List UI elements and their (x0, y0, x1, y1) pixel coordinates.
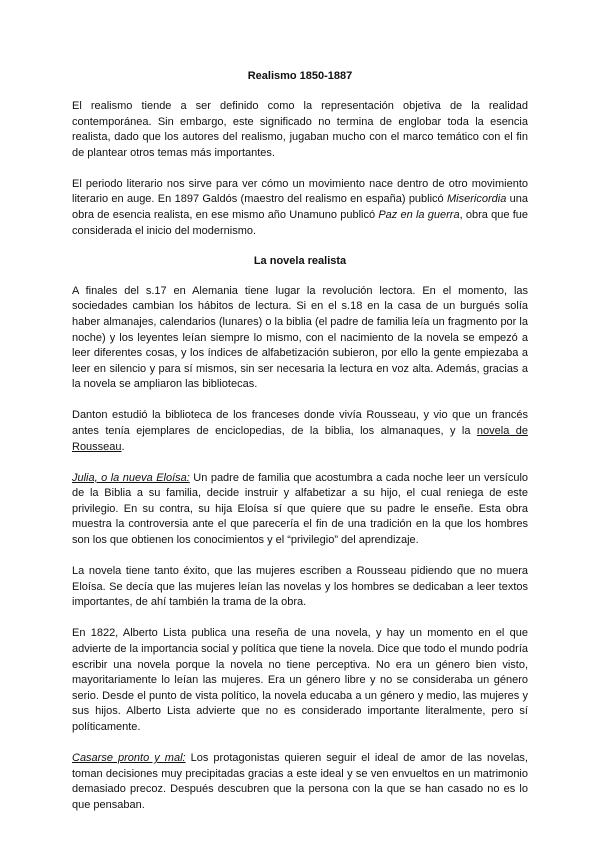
text: . (121, 440, 125, 453)
paragraph-success: La novela tiene tanto éxito, que las mujeres escriben a Rousseau pidiendo que no muera Eloísa. Se decía que las mujeres leían las novelas y los hombres se dedicaban a leer textos importantes, de ahí también la trama de la obra. (72, 565, 528, 609)
book-title-julia: Julia, o la nueva Eloísa: (72, 471, 190, 484)
text: una obra de esencia realista, en ese mismo año Unamuno publicó (72, 193, 528, 222)
text: , obra que fue considerada el inicio del modernismo. (72, 209, 529, 237)
book-title-paz-en-la-guerra: Paz en la guerra (378, 209, 460, 222)
book-title-misericordia: Misericordia (447, 193, 507, 206)
paragraph-danton (72, 408, 528, 455)
paragraph-literary-period (72, 177, 528, 239)
paragraph-reading-revolution: A finales del s.17 en Alemania tiene lugar la revolución lectora. En el momento, las sociedades cambian los hábitos de lectura. Si en el s.18 en la casa de un burgués solía haber almanajes, calendarios (lunares) o la biblia (el padre de familia leía un fragmento por la noche) y los leyentes leían siempre lo mismo, con el nacimiento de la novela se empezó a leer diferentes cosas, y los índices de alfabetización subieron, por ello la gente empiezaba a leer en silencio y para sí mismos, sin ser necesaria la lectura en voz alta. Además, gracias a la novela se ampliaron las bibliotecas. (72, 284, 528, 391)
section-title: La novela realista (253, 254, 347, 267)
text: Danton estudió la biblioteca de los franceses donde vivía Rousseau, y vio que un francés antes tenía ejemplares de enciclopedias, de la biblia, los almanaques, y la (72, 409, 528, 437)
paragraph-alberto-lista: En 1822, Alberto Lista publica una reseña de una novela, y hay un momento en el que advierte de la importancia social y política que tiene la novela. Dice que todo el mundo podría escribir una novela porque la novela no tiene perceptiva. No era un género bien visto, mayoritariamente lo leían las mujeres. Era un género libre y no se consideraba un género serio. Desde el punto de vista político, la novela educaba a un género y medio, las mujeres y sus hijos. Alberto Lista advierte que no es considerado importante literalmente, pero sí políticamente. (72, 627, 528, 733)
underlined-novela-de-rousseau: novela de Rousseau (72, 425, 528, 453)
paragraph-realism-definition: El realismo tiende a ser definido como la representación objetiva de la realidad contemporánea. Sin embargo, este significado no termina de englobar toda la esencia realista, dado que los autores del realismo, jugaban mucho con el marco temático con el fin de plantear otros temas más importantes. (72, 100, 528, 159)
text: El periodo literario nos sirve para ver cómo un movimiento nace dentro de otro movimiento literario en auge. En 1897 Galdós (maestro del realismo en españa) publicó (72, 177, 528, 206)
paragraph-julia (72, 471, 528, 549)
document-body (72, 70, 528, 829)
paragraph-casarse (72, 751, 528, 813)
book-title-casarse-pronto-y-mal: Casarse pronto y mal: (72, 752, 186, 765)
text: Los protagonistas quieren seguir el ideal de amor de las novelas, toman decisiones muy precipitadas gracias a este ideal y se ven envueltos en un matrimonio demasiado precoz. Después descubren que la persona con la que se han casado no es lo que pensaban. (72, 752, 528, 811)
document-title: Realismo 1850-1887 (247, 70, 353, 82)
text: Un padre de familia que acostumbra a cada noche leer un versículo de la Biblia a su familia, decide instruir y alfabetizar a su hijo, el cual reniega de este privilegio. En su contra, su hija Eloísa sí que quiere que su padre le enseñe. Esta obra muestra la controversia ante el que parecería el fin de una tradición en la que los hombres son los que obtienen los conocimientos y el “privilegio” del aprendizaje. (72, 471, 528, 547)
